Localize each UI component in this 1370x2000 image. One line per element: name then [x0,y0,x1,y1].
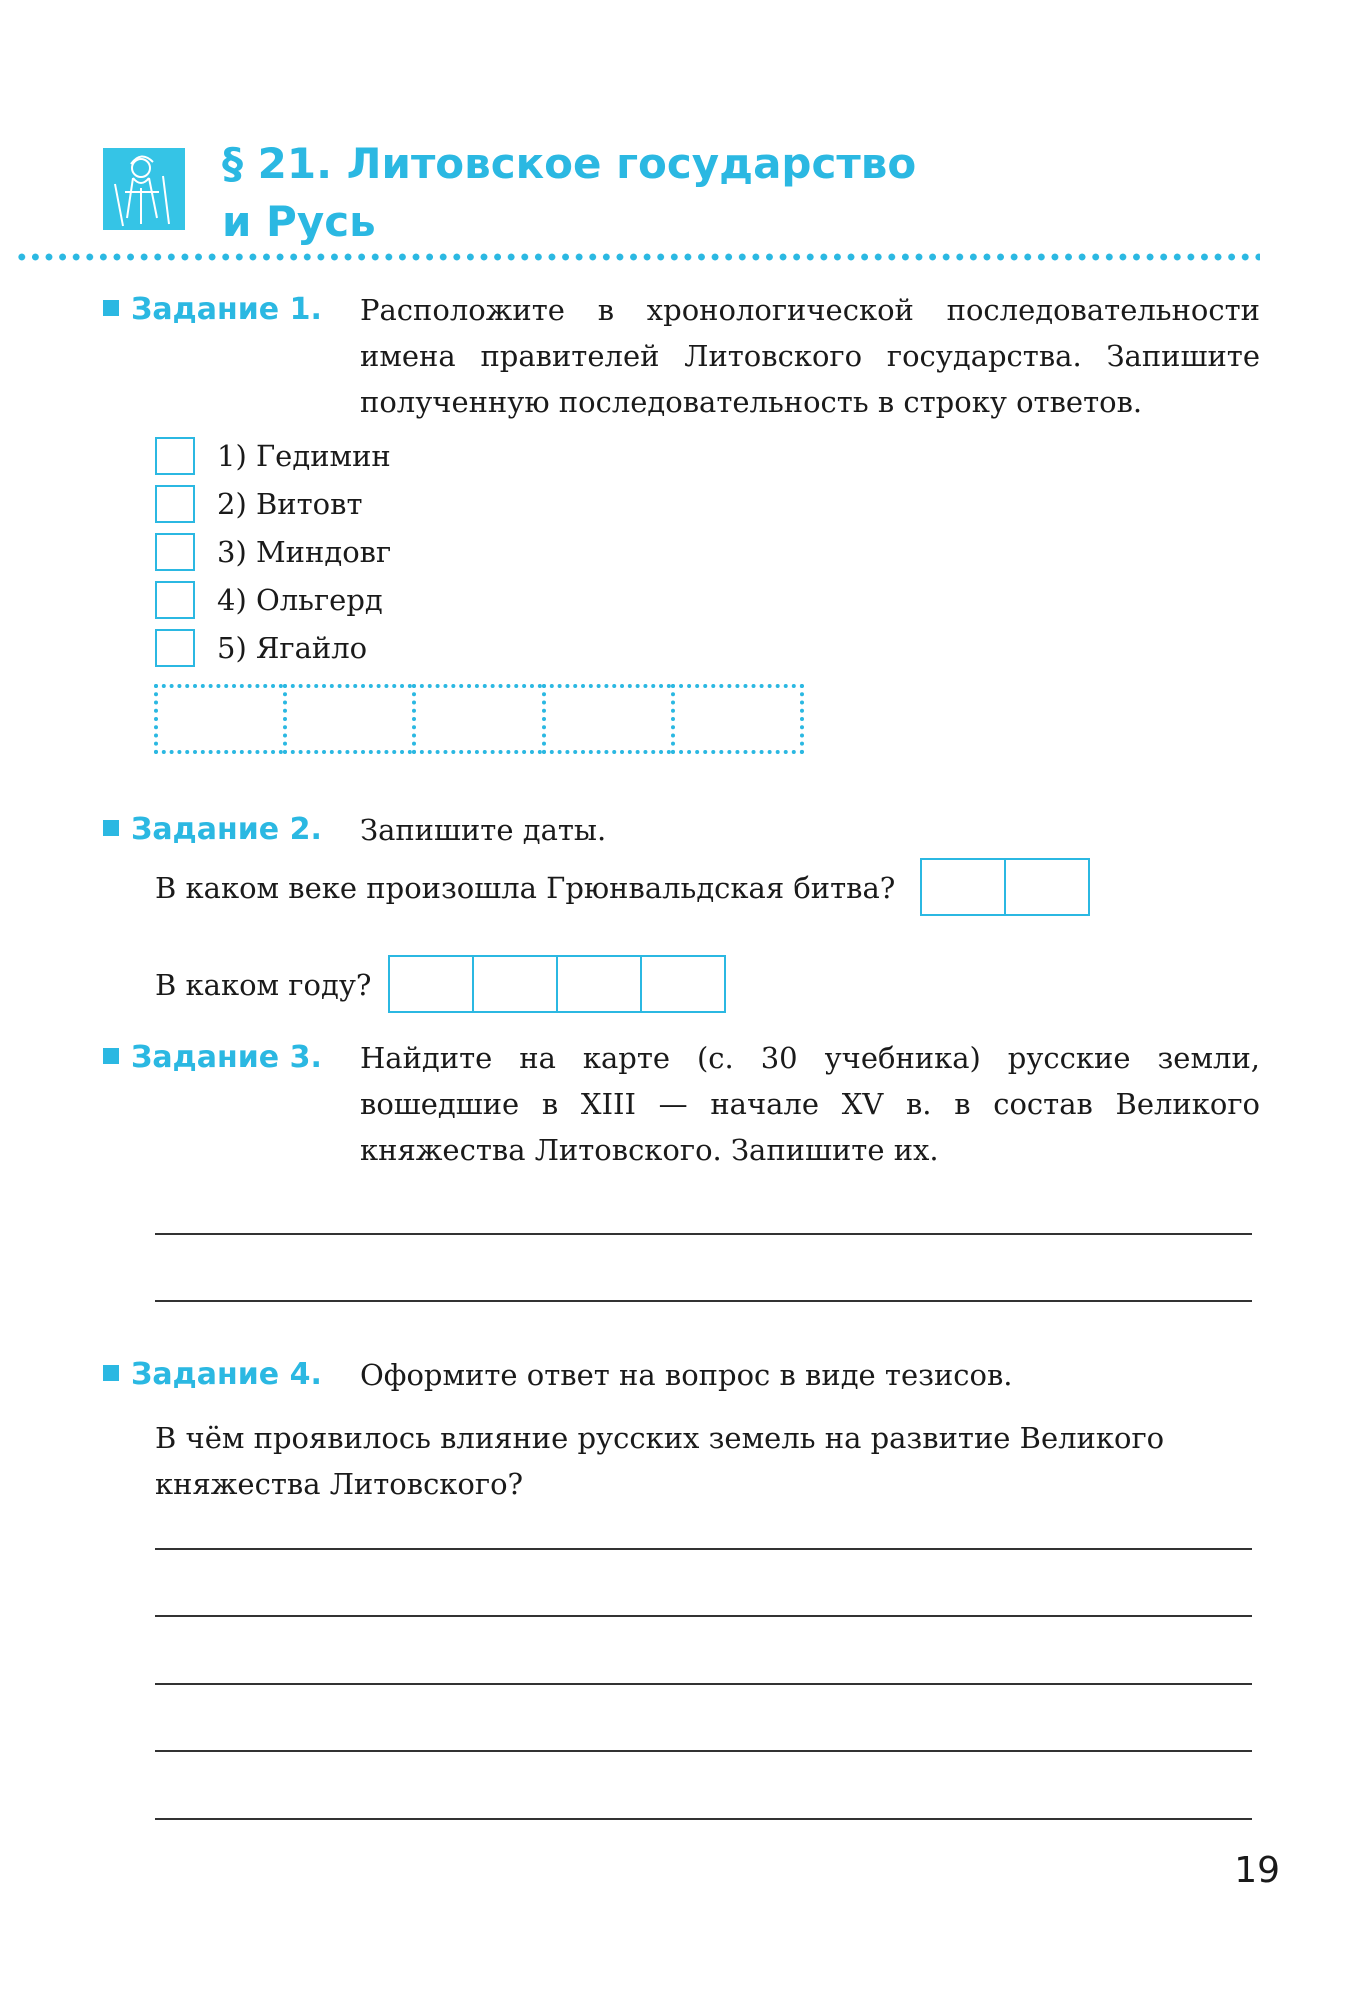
task1-item-3-box[interactable] [155,533,195,571]
task1-item-2-box[interactable] [155,485,195,523]
task4-answer-line-1[interactable] [155,1548,1252,1550]
title-line-2: и Русь [222,197,376,246]
bullet-square-icon [103,300,119,316]
year-box-4[interactable] [640,955,726,1013]
task4-text: Оформите ответ на вопрос в виде тезисов. [360,1358,1013,1392]
year-answer-boxes [388,955,726,1013]
title-line-1: § 21. Литовское государство [222,139,917,188]
answer-cell-1[interactable] [154,684,283,754]
task4-answer-line-2[interactable] [155,1615,1252,1617]
task4-label: Задание 4. [103,1352,322,1398]
task4-answer-line-3[interactable] [155,1683,1252,1685]
task1-item-1-box[interactable] [155,437,195,475]
task2-question-year: В каком году? [155,968,372,1002]
bullet-square-icon [103,1048,119,1064]
task3-answer-line-1[interactable] [155,1233,1252,1235]
bullet-square-icon [103,1365,119,1381]
task1-item-3: 3) Миндовг [155,529,391,575]
task3-label: Задание 3. [103,1035,322,1081]
header-dotted-divider [15,252,1260,262]
page-number: 19 [1234,1850,1280,1891]
task3-text: Найдите на карте (с. 30 учебника) русские земли, вошедшие в XIII — начале XV в. в состав Великого княжества Литовского. Запишите их. [360,1041,1260,1167]
chapter-logo-icon [103,148,185,230]
page-title [222,135,1122,251]
answer-cell-4[interactable] [542,684,671,754]
task1-item-2: 2) Витовт [155,481,363,527]
year-box-3[interactable] [556,955,642,1013]
year-box-2[interactable] [472,955,558,1013]
answer-cell-5[interactable] [671,684,804,754]
answer-cell-3[interactable] [412,684,541,754]
century-box-2[interactable] [1004,858,1090,916]
task1-item-5-box[interactable] [155,629,195,667]
task2-label: Задание 2. [103,807,322,853]
task2-question-century: В каком веке произошла Грюнвальдская битва? [155,871,896,905]
bullet-square-icon [103,820,119,836]
task1-text: Расположите в хронологической последовательности имена правителей Литовского государства. Запишите полученную последовательность в строку ответов. [360,293,1260,419]
year-box-1[interactable] [388,955,474,1013]
task1-item-4-box[interactable] [155,581,195,619]
task3-answer-line-2[interactable] [155,1300,1252,1302]
task1-item-5: 5) Ягайло [155,625,367,671]
task4-answer-line-5[interactable] [155,1818,1252,1820]
task4-question: В чём проявилось влияние русских земель на развитие Великого княжества Литовского? [155,1421,1165,1501]
century-answer-boxes [920,858,1090,916]
century-box-1[interactable] [920,858,1006,916]
task1-item-4: 4) Ольгерд [155,577,383,623]
task1-answer-row [154,684,804,754]
task1-label: Задание 1. [103,287,322,333]
task4-answer-line-4[interactable] [155,1750,1252,1752]
task2-text: Запишите даты. [360,813,607,847]
answer-cell-2[interactable] [283,684,412,754]
task1-item-1: 1) Гедимин [155,433,391,479]
